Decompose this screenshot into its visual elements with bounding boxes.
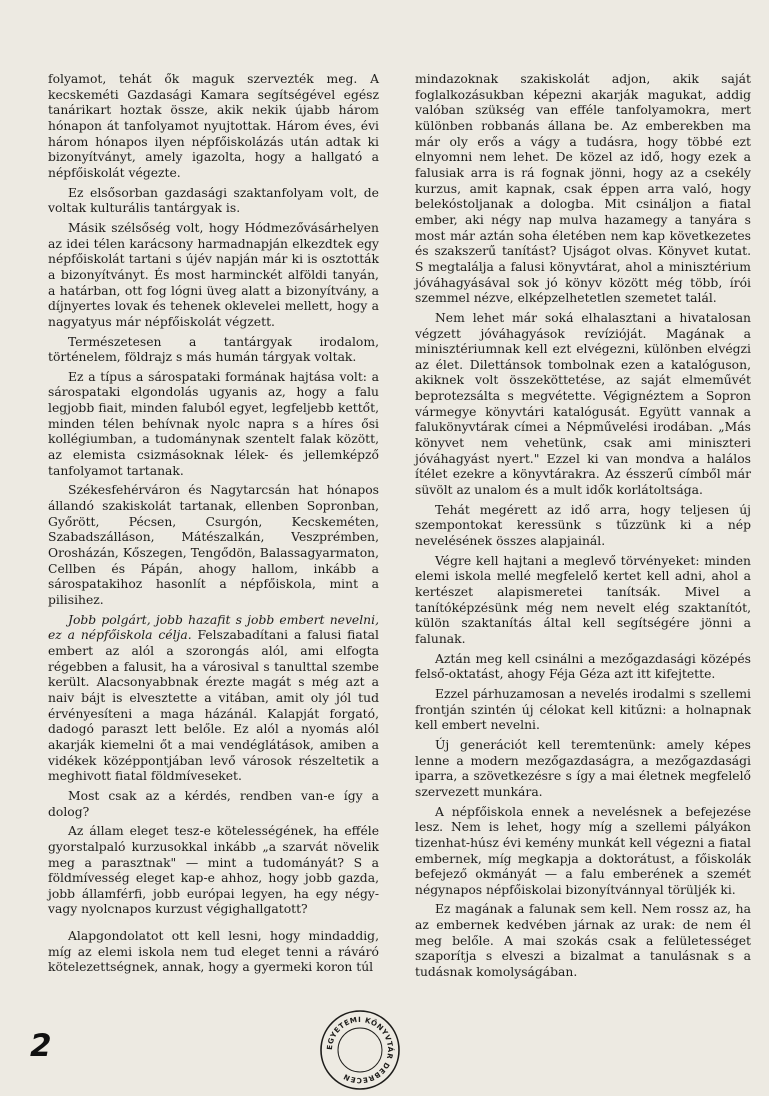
paragraph: Természetesen a tantárgyak irodalom, történelem, földrajz s más humán tárgyak voltak. — [48, 334, 379, 365]
paragraph: Ez elsősorban gazdasági szaktanfolyam volt, de voltak kulturális tantárgyak is. — [48, 185, 379, 216]
library-stamp-icon — [318, 1008, 402, 1092]
paragraph: Alapgondolatot ott kell lesni, hogy mindaddig, míg az elemi iskola nem tud eleget tenni a ráváró kötelezettségnek, annak, hogy a gyermeki koron túl — [48, 929, 379, 975]
paragraph: Ez magának a falunak sem kell. Nem rossz az, ha az embernek kedvében járnak az urak: de nem él meg belőle. A mai szokás csak a felületességet szaporítja s elveszi a bizalmat a tanulásnak s a tudásnak komolyságában. — [415, 902, 751, 980]
paragraph: Most csak az a kérdés, rendben van-e így a dolog? — [48, 788, 379, 819]
paragraph: Ezzel párhuzamosan a nevelés irodalmi s szellemi frontján szintén új célokat kell kitűzni: a holnapnak kell embert nevelni. — [415, 686, 751, 733]
paragraph: Végre kell hajtani a meglevő törvényeket: minden elemi iskola mellé megfelelő kertet kell adni, ahol a kertészet alapismeretei tanítsák. Mivel a tanítóképzésünk még nem nevelt elég szaktanítót, külön szaktanítás által kell segítségére jönni a falunak. — [415, 553, 751, 646]
paragraph: mindazoknak szakiskolát adjon, akik saját foglalkozásukban képezni akarják magukat, addig valóban szükség van efféle tanfolyamokra, mert különben robbanás állana be. Az emberekben ma már oly erős a vágy a tudásra, hogy többé ezt elnyomni nem lehet. De közel az idő, hogy ezek a falusiak arra is rá fognak jönni, hogy az a csekély kurzus, amit kapnak, csak éppen arra való, hogy belekóstoljanak a dologba. Mit csináljon a fiatal ember, aki négy nap mulva hazamegy a tanyára s most már aztán soha életében nem kap következetes és szakszerű tanítást? Ujságot olvas. Könyvet kutat. S megtalálja a falusi könyvtárat, ahol a minisztérium jóváhagyásával sok jó könyv között még több, írói szemmel nézve, elképzelhetetlen szemetet talál. — [415, 72, 751, 306]
paragraph: Az állam eleget tesz-e kötelességének, ha efféle gyorstalpaló kurzusokkal inkább „a szarvát növelik meg a parasztnak" — mint a tudományát? S a földmívesség eleget kap-e ahhoz, hogy jobb gazda, jobb államférfi, jobb európai legyen, ha egy négy- vagy nyolcnapos kurzust végighallgatott? — [48, 824, 379, 917]
italic-lead: Jobb polgárt, jobb hazafit s jobb embert nevelni, ez a népfőiskola célja. — [48, 612, 379, 643]
paragraph: A népfőiskola ennek a nevelésnek a befejezése lesz. Nem is lehet, hogy míg a szellemi pályákon tizenhat-húsz évi kemény munkát kell végezni a fiatal embernek, míg megkapja a doktorátust, a főiskolák befejező okmányát — a falu emberének a szemét négynapos népfőiskolai bizonyítvánnyal törüljék ki. — [415, 804, 751, 897]
paragraph-rest: Felszabadítani a falusi fiatal embert az alól a szorongás alól, ami elfogta régebben a falusit, ha a városival s tanulttal szembe került. Alacsonyabbnak érezte magát s még azt a naiv bájt is elvesztette a vitában, amit oly jól tud érvényesíteni a maga házánál. Kalapját forgató, dadogó paraszt lett belőle. Ez alól a nyomás alól akarják kiemelni őt a mai vendéglátások, amiben a vidékek középpontjában levő városok részeltetik a meghivott fiatal földmíveseket. — [48, 628, 379, 784]
paragraph: folyamot, tehát ők maguk szervezték meg. A kecskeméti Gazdasági Kamara segítségével egész tanárikart hoztak össze, akik nekik újabb három hónapon át tanfolyamot nyujtottak. Három éves, évi három hónapos ilyen népfőiskolázás után adtak ki bizonyítványt, amely igazolta, hogy a hallgató a népfőiskolát végezte. — [48, 72, 379, 180]
paragraph: Székesfehérváron és Nagytarcsán hat hónapos állandó szakiskolát tartanak, ellenben Sopronban, Győrött, Pécsen, Csurgón, Kecskeméten, Szabadszálláson, Mátészalkán, Veszprémben, Orosházán, Kőszegen, Tengődön, Balassagyarmaton, Cellben és Pápán, ahogy hallom, inkább a sárospatakihoz hasonlít a népfőiskola, mint a pilisihez. — [48, 483, 379, 607]
italic-lead-paragraph — [48, 613, 379, 785]
paragraph: Ez a típus a sárospataki formának hajtása volt: a sárospataki elgondolás ugyanis az, hogy a falu legjobb fiait, minden faluból egyet, legfeljebb kettőt, minden télen behívnak nyolc napra s a híres ősi kollégiumban, a tudománynak szentelt falak között, az elemista csizmásoknak lélek- és jellemképző tanfolyamot tartanak. — [48, 369, 379, 478]
svg-text:EGYETEMI KÖNYVTÁR DEBRECEN: EGYETEMI KÖNYVTÁR DEBRECEN — [324, 1014, 396, 1086]
paragraph: Aztán meg kell csinálni a mezőgazdasági középés felső-oktatást, ahogy Féja Géza azt itt kifejtette. — [415, 651, 751, 682]
paragraph: Új generációt kell teremtenünk: amely képes lenne a modern mezőgazdaságra, a mezőgazdasági iparra, a szövetkezésre s így a mai életnek megfelelő szervezett munkára. — [415, 737, 751, 799]
paragraph: Nem lehet már soká elhalasztani a hivatalosan végzett jóváhagyások revízióját. Magának a minisztériumnak kell ezt elvégezni, különben elvégzi az élet. Dilettánsok tombolnak ezen a katalóguson, akiknek volt összeköttetése, az saját elmeművét beprotezsálta s megvétette. Végignéztem a Sopron vármegye könyvtári katalógusát. Együtt vannak a falukönyvtárak címei a Népművelési irodában. „Más könyvet nem vehetünk, csak ami miniszteri jóváhagyást nyert." Ezzel ki van mondva a halálos ítélet ezekre a könyvtárakra. Az ésszerű címből már süvölt az unalom és a mult idők korlátoltsága. — [415, 310, 751, 498]
paragraph: Tehát megérett az idő arra, hogy teljesen új szempontokat keressünk s tűzzünk ki a nép nevelésének összes alapjainál. — [415, 502, 751, 549]
page-number: 2 — [30, 1028, 52, 1064]
left-column — [48, 72, 379, 980]
paragraph: Másik szélsőség volt, hogy Hódmezővásárhelyen az idei télen karácsony harmadnapján elkezdtek egy népfőiskolát tartani s újév napján már ki is osztották a bizonyítványt. És most harminckét alföldi tanyán, a határban, ott fog lógni üveg alatt a bizonyítvány, a díjnyertes lovak és tehenek oklevelei mellett, hogy a nagyatyus már népfőiskolát végzett. — [48, 220, 379, 329]
right-column — [415, 72, 751, 985]
